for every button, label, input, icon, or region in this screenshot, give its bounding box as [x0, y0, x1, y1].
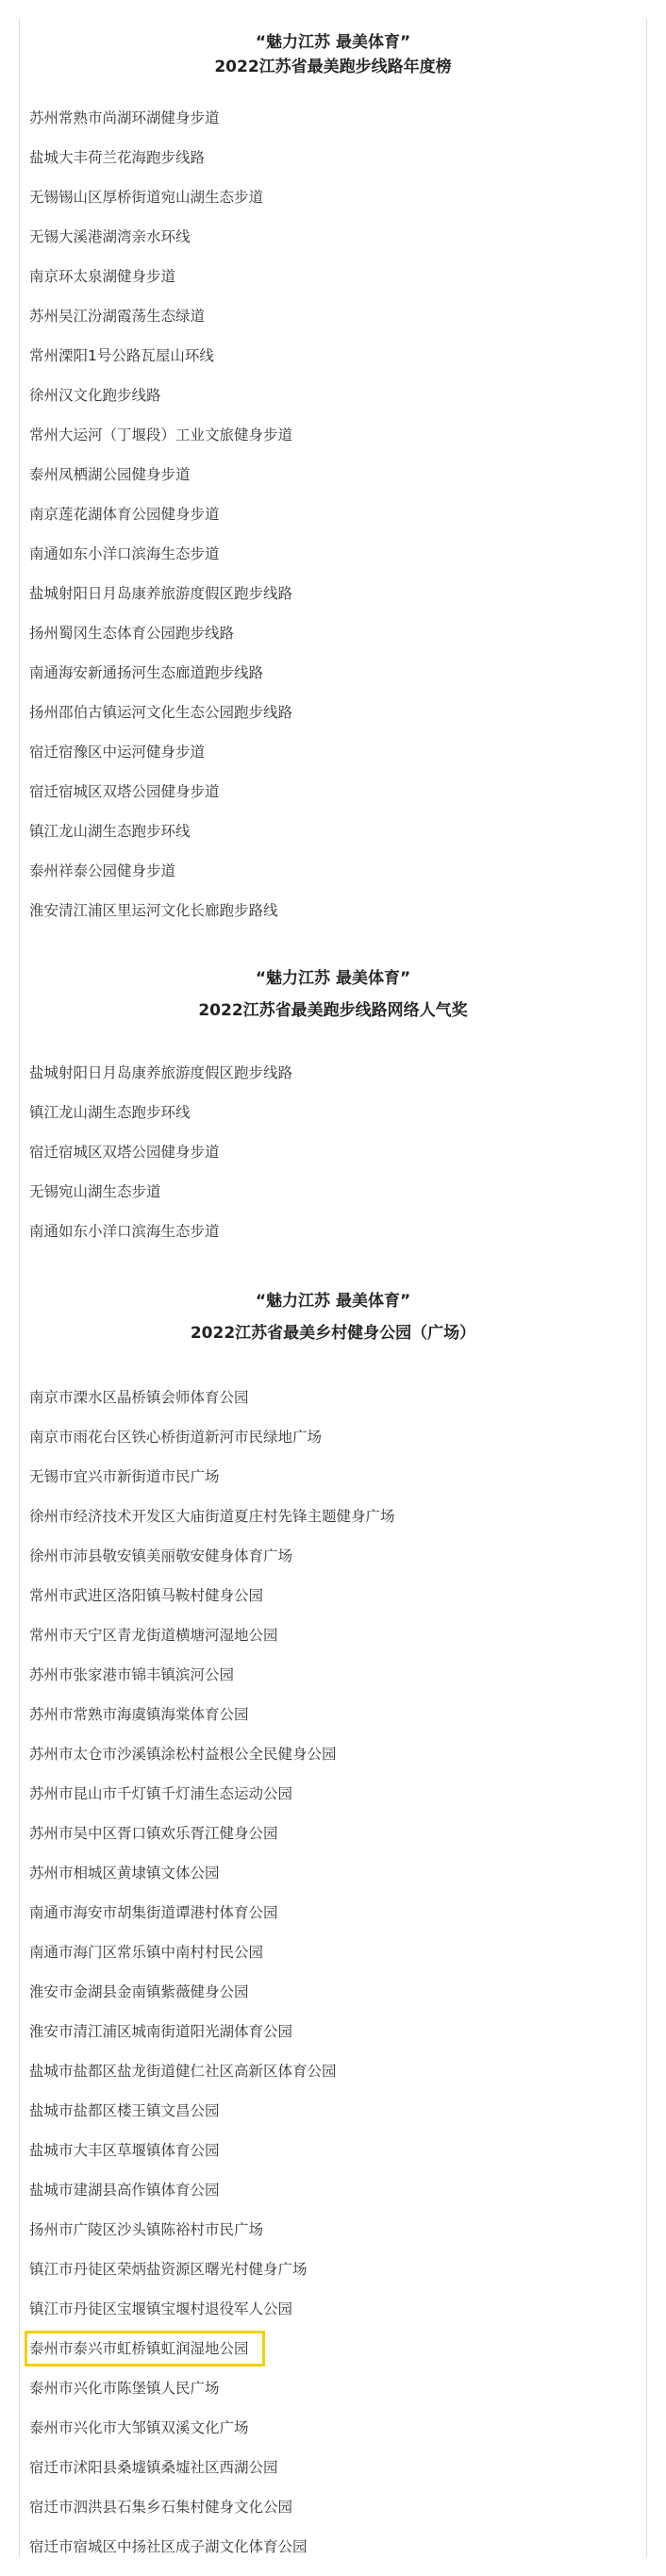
list-item-text: 徐州市沛县敬安镇美丽敬安健身体育广场	[29, 1547, 293, 1564]
list-item	[20, 2289, 646, 2329]
list-item	[20, 1536, 646, 1576]
list-item	[20, 613, 646, 653]
list-item	[20, 2448, 646, 2487]
section-title-line2: 2022江苏省最美跑步线路网络人气奖	[198, 1001, 468, 1020]
list-item	[20, 2210, 646, 2250]
list-item	[20, 2329, 646, 2368]
list-item-text: 镇江龙山湖生态跑步环线	[29, 1104, 191, 1121]
list-item-text: 苏州市昆山市千灯镇千灯浦生态运动公园	[29, 1785, 293, 1802]
list-item	[20, 534, 646, 574]
list-item-text: 宿迁市宿城区中扬社区成子湖文化体育公园	[29, 2538, 308, 2555]
list-item-text: 南京环太泉湖健身步道	[29, 268, 176, 285]
list-item-text: 苏州市相城区黄埭镇文体公园	[29, 1865, 220, 1882]
list-item	[20, 891, 646, 930]
list-item	[20, 2091, 646, 2131]
section-title-line1: “魅力江苏 最美体育”	[255, 33, 411, 52]
list-item-text: 无锡市宜兴市新街道市民广场	[29, 1468, 220, 1485]
section-title	[20, 966, 646, 1023]
list-item-text: 苏州市常熟市海虞镇海棠体育公园	[29, 1706, 249, 1723]
list-item-text: 淮安市清江浦区城南街道阳光湖体育公园	[29, 2023, 293, 2040]
list-item	[20, 1132, 646, 1172]
list-item-text: 扬州邵伯古镇运河文化生态公园跑步线路	[29, 704, 293, 721]
list-item-text: 泰州市兴化市陈堡镇人民广场	[29, 2380, 220, 2397]
list-item	[20, 1972, 646, 2012]
list-item-text: 盐城射阳日月岛康养旅游度假区跑步线路	[29, 585, 293, 602]
section-title	[20, 1289, 646, 1346]
section-title-line2: 2022江苏省最美乡村健身公园（广场）	[190, 1324, 476, 1343]
list-item	[20, 217, 646, 257]
list-item-text: 宿迁市沭阳县桑墟镇桑墟社区西湖公园	[29, 2459, 278, 2476]
list-item-text: 常州大运河（丁堰段）工业文旅健身步道	[29, 427, 293, 443]
list-item-text: 扬州市广陵区沙头镇陈裕村市民广场	[29, 2221, 264, 2238]
park-list	[20, 1378, 646, 2567]
list-item-text: 南京莲花湖体育公园健身步道	[29, 506, 220, 523]
list-item-text: 苏州常熟市尚湖环湖健身步道	[29, 109, 220, 126]
list-item-text: 南京市溧水区晶桥镇会师体育公园	[29, 1389, 249, 1406]
list-item	[20, 1093, 646, 1132]
list-item-text: 盐城市盐都区楼王镇文昌公园	[29, 2102, 220, 2119]
list-item	[20, 732, 646, 772]
list-item	[20, 1417, 646, 1457]
list-item-text: 盐城市大丰区草堰镇体育公园	[29, 2142, 220, 2159]
list-item	[20, 2012, 646, 2051]
list-item	[20, 2487, 646, 2527]
list-item	[20, 653, 646, 693]
list-item	[20, 1457, 646, 1497]
list-item	[20, 376, 646, 415]
list-item-text: 无锡宛山湖生态步道	[29, 1183, 161, 1200]
list-item-text: 宿迁宿豫区中运河健身步道	[29, 744, 206, 761]
list-item-text: 无锡大溪港湖湾亲水环线	[29, 228, 191, 245]
list-item	[20, 415, 646, 455]
list-item	[20, 1695, 646, 1734]
list-item	[20, 1053, 646, 1093]
list-item-text: 苏州市太仓市沙溪镇涂松村益根公全民健身公园	[29, 1746, 337, 1763]
section-title	[20, 30, 646, 79]
list-item-text: 南通海安新通扬河生态廊道跑步线路	[29, 664, 264, 681]
list-item-text: 苏州吴江汾湖霞荡生态绿道	[29, 308, 206, 325]
list-item-text: 无锡锡山区厚桥街道宛山湖生态步道	[29, 189, 264, 206]
section-popularity-award	[20, 966, 646, 1251]
list-item	[20, 1774, 646, 1814]
highlighted-item-text: 泰州市泰兴市虹桥镇虹润湿地公园	[25, 2331, 265, 2367]
list-item	[20, 2250, 646, 2289]
list-item	[20, 455, 646, 494]
section-title-line2: 2022江苏省最美跑步线路年度榜	[214, 58, 452, 76]
list-item-text: 徐州汉文化跑步线路	[29, 387, 161, 404]
list-item-text: 镇江龙山湖生态跑步环线	[29, 823, 191, 840]
list-item	[20, 2131, 646, 2170]
list-item	[20, 1172, 646, 1212]
list-item-text: 常州市武进区洛阳镇马鞍村健身公园	[29, 1587, 264, 1604]
list-item	[20, 1615, 646, 1655]
list-item-text: 镇江市丹徒区宝堰镇宝堰村退役军人公园	[29, 2300, 293, 2317]
list-item	[20, 693, 646, 732]
list-item	[20, 1212, 646, 1251]
list-item-text: 盐城大丰荷兰花海跑步线路	[29, 149, 206, 166]
list-item	[20, 2408, 646, 2448]
list-item-text: 苏州市张家港市锦丰镇滨河公园	[29, 1666, 235, 1683]
section-rural-fitness-parks	[20, 1289, 646, 2567]
list-item-text: 苏州市吴中区胥口镇欢乐胥江健身公园	[29, 1825, 278, 1842]
list-item	[20, 138, 646, 177]
list-item-text: 淮安清江浦区里运河文化长廊跑步路线	[29, 902, 278, 919]
popular-route-list	[20, 1053, 646, 1251]
list-item	[20, 2170, 646, 2210]
list-item	[20, 2527, 646, 2567]
list-item-text: 盐城市建湖县高作镇体育公园	[29, 2182, 220, 2199]
section-title-line1: “魅力江苏 最美体育”	[255, 1292, 411, 1311]
list-item	[20, 851, 646, 891]
list-item-text: 扬州蜀冈生态体育公园跑步线路	[29, 625, 235, 642]
list-item	[20, 2368, 646, 2408]
list-item	[20, 1893, 646, 1932]
list-item	[20, 1655, 646, 1695]
list-item	[20, 257, 646, 296]
list-item	[20, 1497, 646, 1536]
list-item-text: 常州市天宁区青龙街道横塘河湿地公园	[29, 1627, 278, 1644]
list-item	[20, 1932, 646, 1972]
list-item-text: 宿迁宿城区双塔公园健身步道	[29, 783, 220, 800]
list-item	[20, 177, 646, 217]
list-item-text: 宿迁宿城区双塔公园健身步道	[29, 1144, 220, 1161]
list-item-text: 南通市海安市胡集街道谭港村体育公园	[29, 1904, 278, 1921]
document-frame	[19, 19, 647, 2557]
list-item	[20, 574, 646, 613]
list-item-text: 南京市雨花台区铁心桥街道新河市民绿地广场	[29, 1429, 323, 1446]
list-item	[20, 1378, 646, 1417]
list-item-text: 南通市海门区常乐镇中南村村民公园	[29, 1944, 264, 1961]
list-item	[20, 2051, 646, 2091]
list-item	[20, 98, 646, 138]
list-item-text: 南通如东小洋口滨海生态步道	[29, 1223, 220, 1240]
section-title-line1: “魅力江苏 最美体育”	[255, 969, 411, 988]
list-item	[20, 1853, 646, 1893]
section-best-running-routes	[20, 30, 646, 930]
list-item-text: 徐州市经济技术开发区大庙街道夏庄村先锋主题健身广场	[29, 1508, 395, 1525]
list-item	[20, 494, 646, 534]
list-item	[20, 811, 646, 851]
list-item-text: 常州溧阳1号公路瓦屋山环线	[29, 347, 214, 364]
list-item	[20, 296, 646, 336]
list-item	[20, 1814, 646, 1853]
list-item-text: 泰州市兴化市大邹镇双溪文化广场	[29, 2419, 249, 2436]
list-item	[20, 1734, 646, 1774]
route-list	[20, 98, 646, 930]
list-item-text: 盐城射阳日月岛康养旅游度假区跑步线路	[29, 1064, 293, 1081]
list-item	[20, 336, 646, 376]
list-item-text: 镇江市丹徒区荣炳盐资源区曙光村健身广场	[29, 2261, 308, 2278]
list-item	[20, 1576, 646, 1615]
list-item-text: 泰州凤栖湖公园健身步道	[29, 466, 191, 483]
list-item-text: 宿迁市泗洪县石集乡石集村健身文化公园	[29, 2499, 293, 2516]
list-item-text: 盐城市盐都区盐龙街道健仁社区高新区体育公园	[29, 2063, 337, 2080]
list-item	[20, 772, 646, 811]
list-item-text: 南通如东小洋口滨海生态步道	[29, 545, 220, 562]
list-item-text: 淮安市金湖县金南镇紫薇健身公园	[29, 1983, 249, 2000]
list-item-text: 泰州祥泰公园健身步道	[29, 862, 176, 879]
